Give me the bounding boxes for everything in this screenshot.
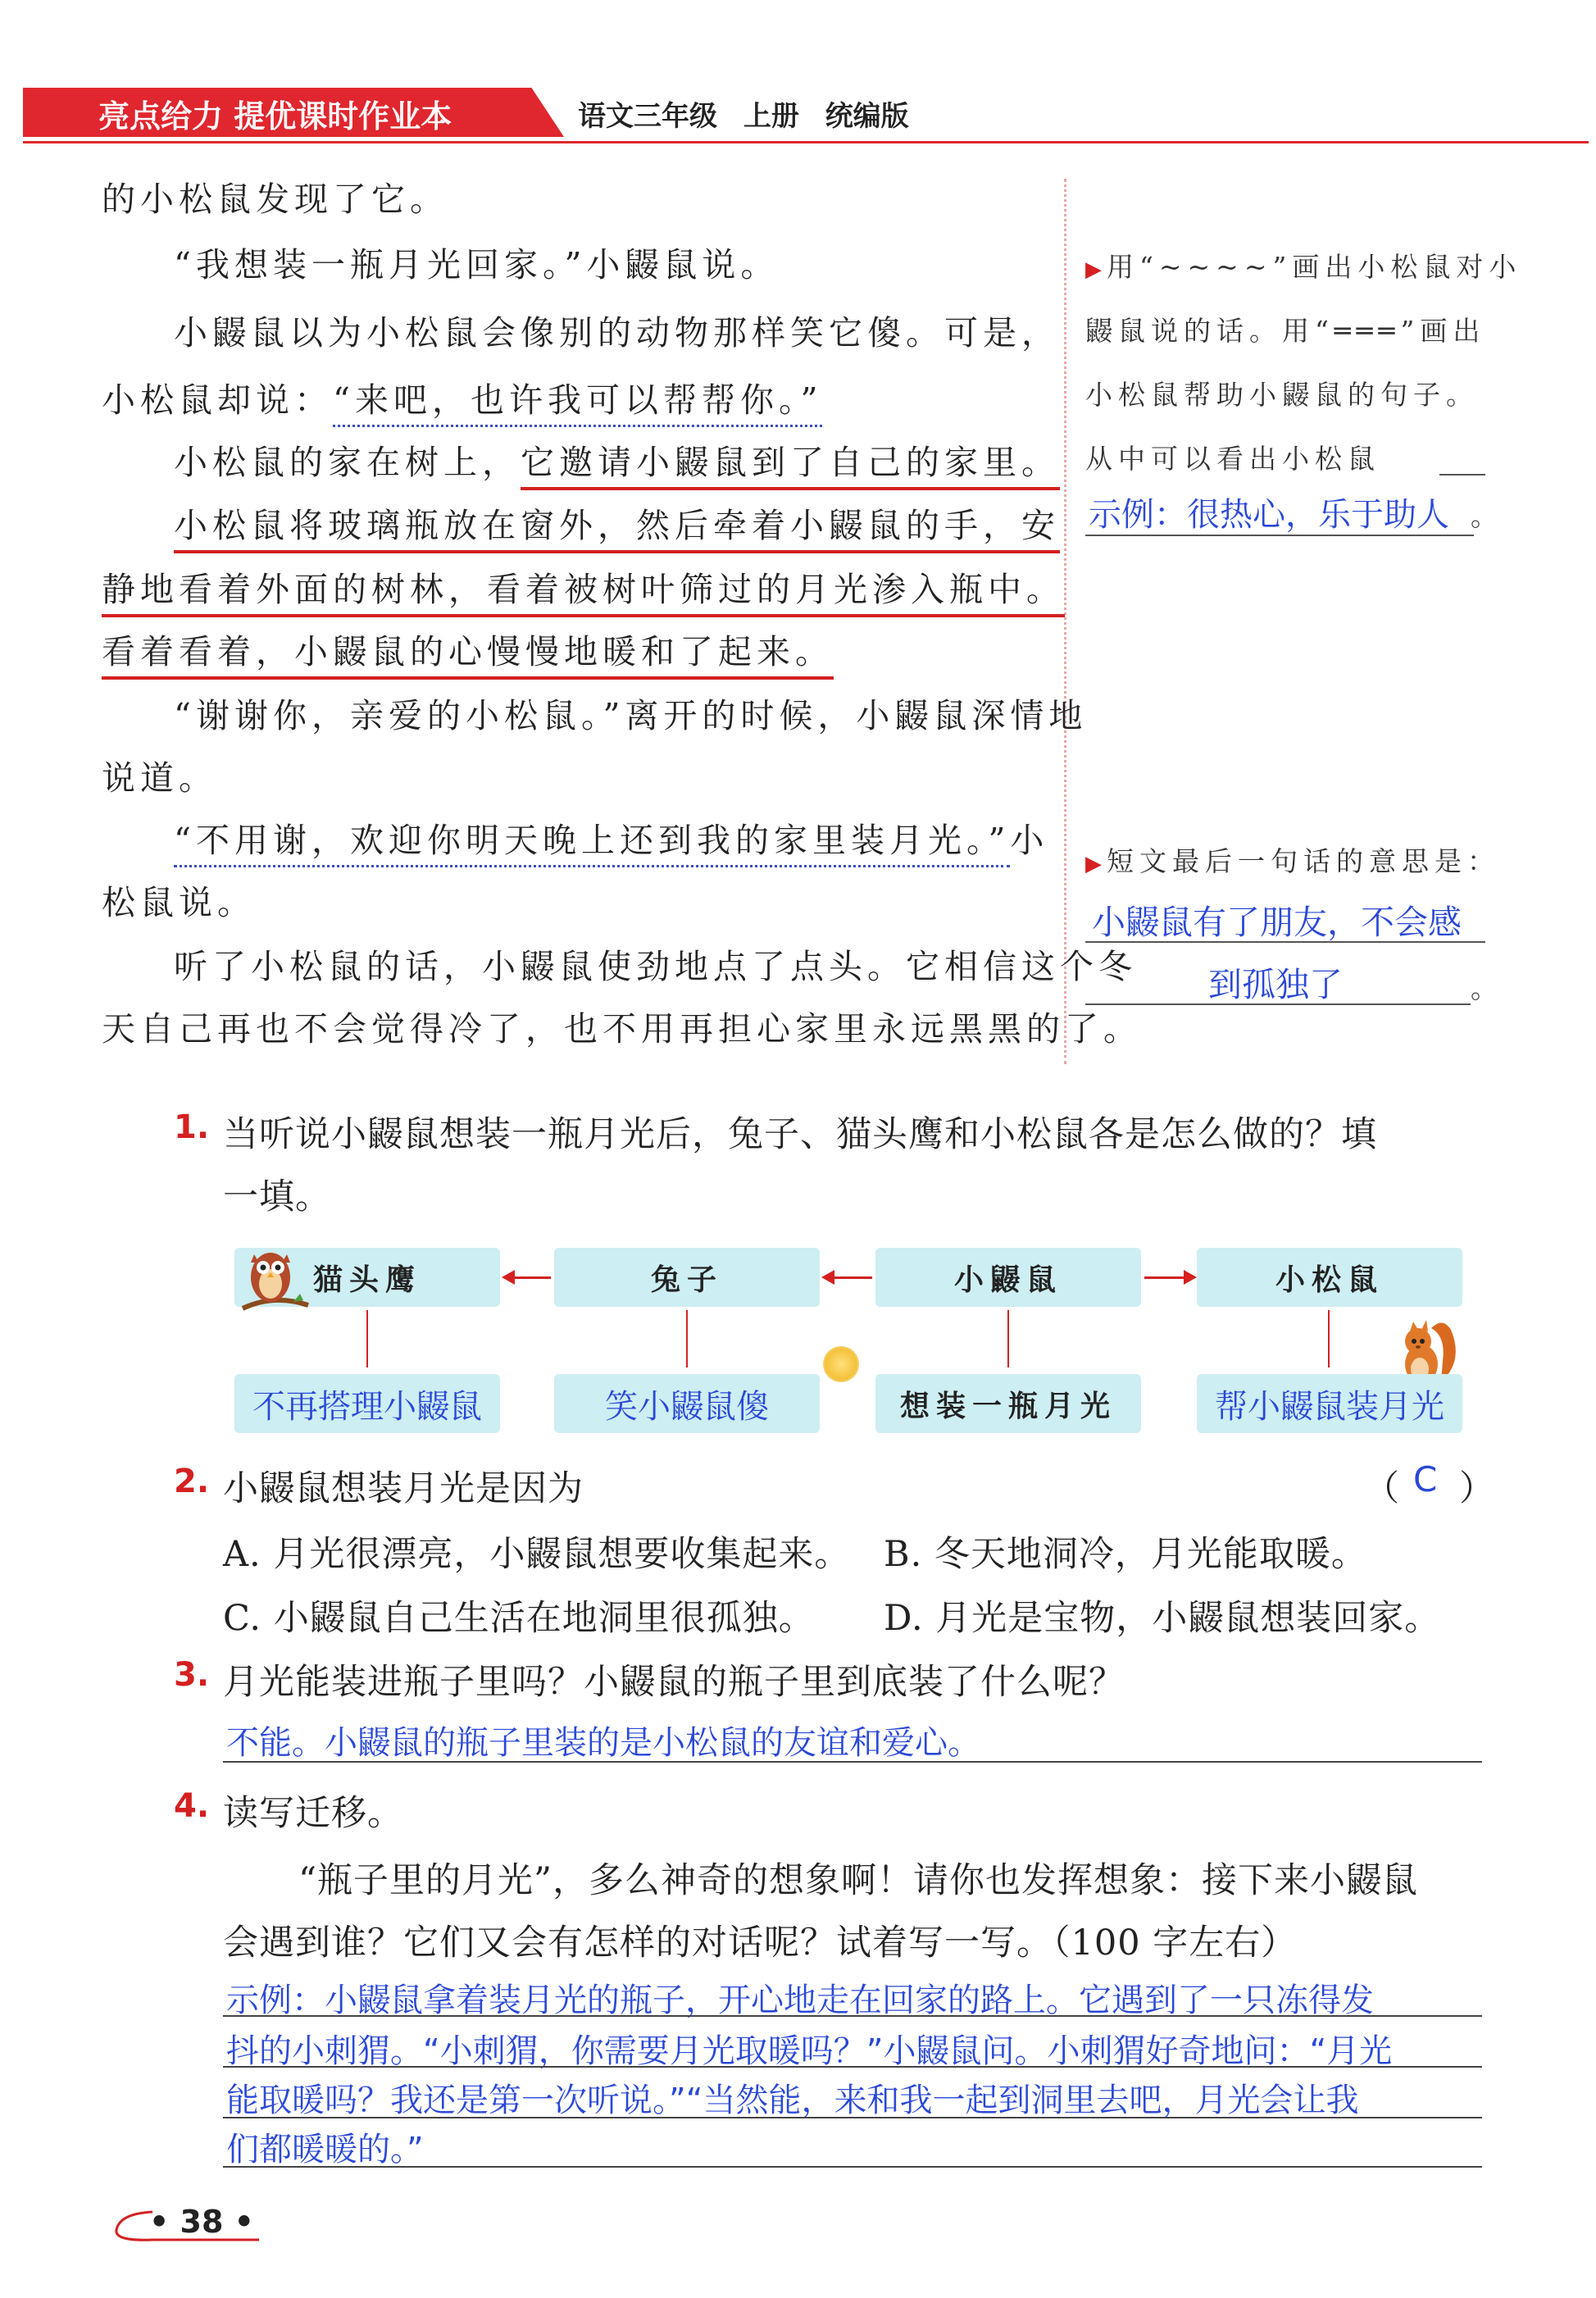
- triangle-marker-icon: ▶: [1085, 257, 1102, 282]
- action-rabbit[interactable]: 笑小鼹鼠傻: [554, 1374, 820, 1433]
- q3-number: 3.: [174, 1656, 210, 1694]
- connector-line: [686, 1310, 688, 1367]
- passage-line: 小鼹鼠以为小松鼠会像别的动物那样笑它傻。可是，: [174, 313, 1060, 353]
- connector-line: [1007, 1310, 1009, 1367]
- answer-line: [223, 2066, 1482, 2068]
- answer-line: [1439, 474, 1485, 476]
- action-squirrel[interactable]: 帮小鼹鼠装月光: [1197, 1374, 1462, 1433]
- header-meta: [578, 93, 909, 134]
- q2-option-b: B. 冬天地洞冷，月光能取暖。: [884, 1534, 1367, 1575]
- side-note-line: ▶ 用“~~~~”画出小松鼠对小: [1085, 251, 1522, 283]
- q1-number: 1.: [174, 1108, 210, 1146]
- side-note-line: ▶ 短文最后一句话的意思是：: [1085, 845, 1500, 877]
- connector-line: [366, 1310, 368, 1367]
- side-note-line: 鼹鼠说的话。用“═══”画出: [1085, 315, 1486, 347]
- side-note-2-answer[interactable]: 小鼹鼠有了朋友，不会感: [1092, 903, 1462, 942]
- owl-icon: [236, 1236, 311, 1318]
- q2-option-a: A. 月光很漂亮，小鼹鼠想要收集起来。: [223, 1534, 851, 1575]
- passage-line: [102, 373, 822, 421]
- q3-answer[interactable]: 不能。小鼹鼠的瓶子里装的是小松鼠的友谊和爱心。: [226, 1724, 980, 1762]
- column-divider: [1064, 179, 1066, 1064]
- passage-line: “我想装一瓶月光回家。”小鼹鼠说。: [174, 245, 780, 284]
- answer-line: [1085, 535, 1474, 536]
- header-subject: 语文三年级: [578, 100, 717, 133]
- red-underlined-sentence: 看着看着，小鼹鼠的心慢慢地暖和了起来。: [102, 632, 834, 680]
- q4-prompt: “瓶子里的月光”，多么神奇的想象啊！请你也发挥想象：接下来小鼹鼠: [298, 1860, 1418, 1901]
- node-squirrel: 小松鼠: [1197, 1248, 1462, 1307]
- q2-option-d: D. 月光是宝物，小鼹鼠想装回家。: [884, 1598, 1441, 1639]
- node-rabbit: 兔子: [554, 1248, 820, 1307]
- wavy-underlined-speech: “不用谢，欢迎你明天晚上还到我的家里装月光。”: [174, 821, 1010, 867]
- page-number: • 38 •: [149, 2204, 254, 2240]
- side-note-1-answer[interactable]: 示例：很热心，乐于助人: [1089, 496, 1449, 534]
- passage-line: [174, 435, 1060, 484]
- passage-line: 听了小松鼠的话，小鼹鼠使劲地点了点头。它相信这个冬: [174, 947, 1137, 986]
- wavy-underlined-speech: “来吧，也许我可以帮帮你。”: [333, 380, 822, 427]
- q2-answer[interactable]: C: [1413, 1459, 1438, 1499]
- q1-text: 当听说小鼹鼠想装一瓶月光后，兔子、猫头鹰和小松鼠各是怎么做的？填: [223, 1114, 1377, 1155]
- q2-option-c: C. 小鼹鼠自己生活在地洞里很孤独。: [223, 1598, 815, 1639]
- header-volume: 上册: [743, 100, 799, 133]
- q2-bracket-close: ）: [1459, 1468, 1495, 1509]
- side-note-end: 。: [1471, 972, 1503, 1004]
- q2-text: 小鼹鼠想装月光是因为: [223, 1468, 584, 1509]
- passage-line: “谢谢你，亲爱的小松鼠。”离开的时候，小鼹鼠深情地: [174, 696, 1088, 735]
- arrow-right-icon: [1144, 1276, 1185, 1279]
- q4-text: 读写迁移。: [223, 1793, 403, 1834]
- q4-prompt: 会遇到谁？它们又会有怎样的对话呢？试着写一写。（100 字左右）: [223, 1923, 1298, 1964]
- node-owl: 猫头鹰: [234, 1248, 500, 1307]
- answer-line: [223, 1761, 1482, 1763]
- side-note-2-answer-cont[interactable]: 到孤独了: [1208, 965, 1343, 1004]
- arrow-left-icon: [833, 1276, 872, 1279]
- header-rule: [23, 141, 1589, 143]
- connector-line: [1328, 1310, 1330, 1367]
- q2-bracket-open: （: [1364, 1468, 1400, 1509]
- passage-line: [102, 562, 1065, 611]
- action-mole: 想装一瓶月光: [875, 1374, 1141, 1433]
- side-note-line: 小松鼠帮助小鼹鼠的句子。: [1085, 379, 1479, 411]
- answer-line: [1085, 1003, 1471, 1005]
- q2-number: 2.: [174, 1463, 210, 1500]
- q4-answer-line[interactable]: 示例：小鼹鼠拿着装月光的瓶子，开心地走在回家的路上。它遇到了一只冻得发: [226, 1982, 1374, 2019]
- passage-text: 小松鼠的家在树上，: [174, 443, 521, 482]
- header-edition: 统编版: [825, 100, 909, 133]
- side-note-end: 。: [1471, 500, 1503, 532]
- q4-answer-line[interactable]: 能取暖吗？我还是第一次听说。”“当然能，来和我一起到洞里去吧，月光会让我: [226, 2082, 1359, 2119]
- q4-number: 4.: [174, 1787, 210, 1825]
- red-underlined-sentence: 小松鼠将玻璃瓶放在窗外，然后牵着小鼹鼠的手，安: [174, 506, 1060, 553]
- passage-line: [174, 498, 1060, 547]
- side-note-line: 从中可以看出小松鼠: [1085, 443, 1380, 475]
- answer-line: [223, 2015, 1482, 2017]
- action-owl[interactable]: 不再搭理小鼹鼠: [234, 1374, 500, 1433]
- answer-line: [223, 2117, 1482, 2118]
- passage-line: 天自己再也不会觉得冷了，也不用再担心家里永远黑黑的了。: [102, 1009, 1142, 1049]
- q1-text: 一填。: [223, 1176, 331, 1217]
- answer-line: [1085, 941, 1485, 943]
- passage-line: 的小松鼠发现了它。: [102, 180, 448, 219]
- answer-line: [223, 2166, 1482, 2168]
- red-underlined-sentence: 静地看着外面的树林，看着被树叶筛过的月光渗入瓶中。: [102, 570, 1065, 617]
- arrow-left-icon: [513, 1276, 551, 1279]
- passage-text: 小松鼠却说：: [102, 380, 333, 420]
- passage-line: 松鼠说。: [102, 883, 256, 922]
- q4-answer-line[interactable]: 抖的小刺猬。“小刺猬，你需要月光取暖吗？”小鼹鼠问。小刺猬好奇地问：“月光: [226, 2032, 1393, 2070]
- red-underlined-sentence: 它邀请小鼹鼠到了自己的家里。: [521, 443, 1060, 490]
- passage-line: [102, 625, 834, 673]
- triangle-marker-icon: ▶: [1085, 852, 1102, 876]
- q4-answer-line[interactable]: 们都暖暖的。”: [226, 2131, 424, 2168]
- moon-icon: [823, 1346, 859, 1382]
- header-brand: 亮点给力 提优课时作业本: [98, 98, 452, 134]
- q3-text: 月光能装进瓶子里吗？小鼹鼠的瓶子里到底装了什么呢？: [223, 1662, 1125, 1703]
- passage-text: 小: [1010, 821, 1049, 860]
- passage-line: [174, 813, 1048, 862]
- passage-line: 说道。: [102, 758, 217, 798]
- node-mole: 小鼹鼠: [875, 1248, 1141, 1307]
